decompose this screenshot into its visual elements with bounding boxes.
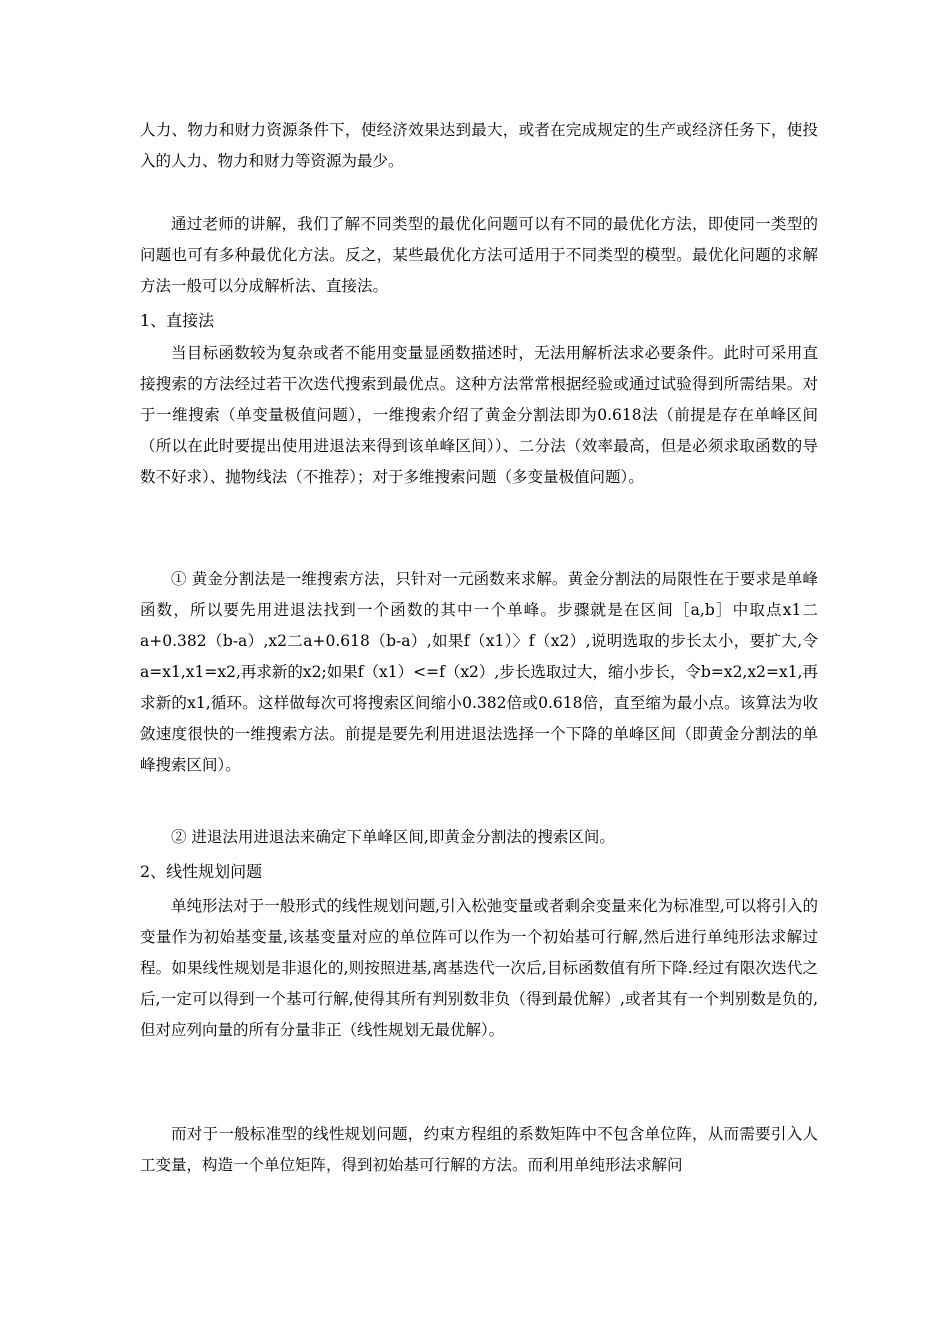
heading-direct-method: 1、直接法 <box>140 311 215 330</box>
heading-linear-programming: 2、线性规划问题 <box>140 862 263 881</box>
paragraph-advance-retreat: ② 进退法用进退法来确定下单峰区间,即黄金分割法的搜索区间。 <box>171 828 615 846</box>
paragraph-simplex-method: 单纯形法对于一般形式的线性规划问题,引入松弛变量或者剩余变量来化为标准型,可以将引入的变量作为初始基变量,该基变量对应的单位阵可以作为一个初始基可行解,然后进行单纯形法求解过程。如果线性规划是非退化的,则按照进基,离基迭代一次后,目标函数值有所下降.经过有限次迭代之后,一定可以得到一个基可行解,使得其所有判别数非负（得到最优解）,或者其有一个判别数是负的,但对应列向量的所有分量非正（线性规划无最优解）。 <box>140 897 818 1039</box>
paragraph-resources: 人力、物力和财力资源条件下，使经济效果达到最大，或者在完成规定的生产或经济任务下，使投入的人力、物力和财力等资源为最少。 <box>140 121 818 170</box>
paragraph-artificial-variables: 而对于一般标准型的线性规划问题，约束方程组的系数矩阵中不包含单位阵，从而需要引入人工变量，构造一个单位矩阵，得到初始基可行解的方法。而利用单纯形法求解问 <box>140 1125 818 1174</box>
paragraph-direct-search: 当目标函数较为复杂或者不能用变量显函数描述时，无法用解析法求必要条件。此时可采用直接搜索的方法经过若干次迭代搜索到最优点。这种方法常常根据经验或通过试验得到所需结果。对于一维搜索（单变量极值问题），一维搜索介绍了黄金分割法即为0.618法（前提是存在单峰区间（所以在此时要提出使用进退法来得到该单峰区间））、二分法（效率最高，但是必须求取函数的导数不好求）、抛物线法（不推荐）；对于多维搜索问题（多变量极值问题）。 <box>140 344 818 486</box>
paragraph-optimization-methods: 通过老师的讲解，我们了解不同类型的最优化问题可以有不同的最优化方法，即使同一类型的问题也可有多种最优化方法。反之，某些最优化方法可适用于不同类型的模型。最优化问题的求解方法一般可以分成解析法、直接法。 <box>140 215 818 295</box>
paragraph-golden-section: ① 黄金分割法是一维搜索方法，只针对一元函数来求解。黄金分割法的局限性在于要求是单峰函数，所以要先用进退法找到一个函数的其中一个单峰。步骤就是在区间［a,b］中取点x1二a+0.382（b-a）,x2二a+0.618（b-a）,如果f（x1）〉f（x2）,说明选取的步长太小，要扩大,令a=x1,x1=x2,再求新的x2;如果f（x1）<=f（x2）,步长选取过大，缩小步长，令b=x2,x2=x1,再求新的x1,循环。这样做每次可将搜索区间缩小0.382倍或0.618倍，直至缩为最小点。该算法为收敛速度很快的一维搜索方法。前提是要先利用进退法选择一个下降的单峰区间（即黄金分割法的单峰搜索区间）。 <box>140 570 818 774</box>
